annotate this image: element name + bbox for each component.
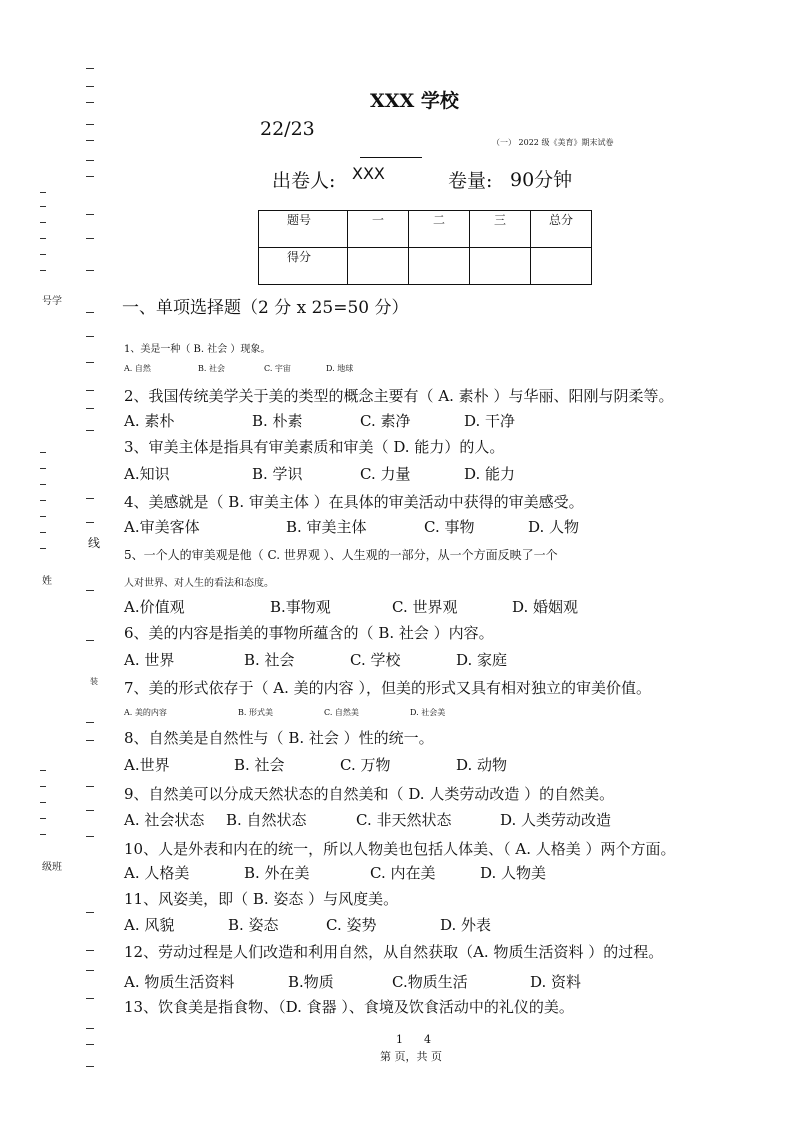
question-1: 1、美是一种（ B. 社会 ）现象。 [124,344,271,355]
option-c: C. 力量 [360,465,411,483]
score-cell[interactable] [470,248,531,285]
option-d: D. 动物 [456,756,508,774]
duration-label: 卷量: [448,170,493,192]
option-d: D. 干净 [464,412,516,430]
option-d: D. 人物 [528,518,580,536]
score-header-cell: 一 [348,211,409,248]
option-b: B. 社会 [234,756,285,774]
score-table-row [259,248,592,285]
question-13: 13、饮食美是指食物、（D. 食器 ）、食境及饮食活动中的礼仪的美。 [124,998,574,1016]
author-label: 出卷人: [272,170,336,192]
option-a: A. 人格美 [124,864,190,882]
option-a: A. 物质生活资料 [124,973,235,991]
option-c: C. 姿势 [326,916,377,934]
option-b: B. 审美主体 [286,518,367,536]
option-b: B.事物观 [270,598,331,616]
option-c: C. 非天然状态 [356,811,452,829]
option-d: D. 人物美 [480,864,547,882]
question-6: 6、美的内容是指美的事物所蕴含的（ B. 社会 ）内容。 [124,624,494,642]
duration-value: 90分钟 [510,169,573,191]
option-b: B. 形式美 [238,708,273,717]
section-title: 一、单项选择题（2 分 x 25=50 分） [122,298,409,318]
option-a: A.世界 [124,756,170,774]
option-c: C. 素净 [360,412,411,430]
option-d: D. 家庭 [456,651,508,669]
question-5-continued: 人对世界、对人生的看法和态度。 [124,578,274,589]
exam-subtitle: （一） 2022 级《美育》期末试卷 [492,138,614,147]
question-11: 11、风姿美，即（ B. 姿态 ）与风度美。 [124,890,399,908]
question-7: 7、美的形式依存于（ A. 美的内容 ），但美的形式又具有相对独立的审美价值。 [124,679,651,697]
option-a: A.审美客体 [124,518,200,536]
score-table [258,210,592,285]
option-a: A. 社会状态 [124,811,205,829]
blank-underline [360,157,422,158]
score-cell[interactable] [348,248,409,285]
page-footer: 第 页，共 页 [380,1050,442,1063]
option-b: B. 学识 [252,465,303,483]
option-c: C. 世界观 [392,598,458,616]
option-d: D. 地球 [326,364,354,373]
school-year: 22/23 [260,118,315,140]
option-b: B. 社会 [244,651,295,669]
option-a: A. 自然 [124,364,151,373]
option-a: A. 美的内容 [124,708,167,717]
score-header-cell: 二 [409,211,470,248]
option-d: D. 人类劳动改造 [500,811,612,829]
question-2: 2、我国传统美学关于美的类型的概念主要有（ A. 素朴 ）与华丽、阳刚与阴柔等。 [124,387,674,405]
score-cell[interactable] [531,248,592,285]
option-d: D. 能力 [464,465,516,483]
question-10: 10、人是外表和内在的统一，所以人物美也包括人体美、（ A. 人格美 ）两个方面。 [124,840,676,858]
question-8: 8、自然美是自然性与（ B. 社会 ）性的统一。 [124,729,434,747]
school-title: XXX 学校 [370,90,459,112]
side-label-line: 线 [88,536,101,550]
option-b: B. 自然状态 [226,811,307,829]
option-d: D. 资料 [530,973,582,991]
option-c: C. 事物 [424,518,475,536]
option-c: C. 内在美 [370,864,436,882]
option-b: B. 社会 [198,364,225,373]
author-value: XXX [352,164,385,183]
score-header-cell: 总分 [531,211,592,248]
page-numbers: 1 4 [396,1033,431,1046]
side-label-bind: 装 [90,677,98,686]
question-9: 9、自然美可以分成天然状态的自然美和（ D. 人类劳动改造 ）的自然美。 [124,785,615,803]
question-12: 12、劳动过程是人们改造和利用自然，从自然获取（A. 物质生活资料 ）的过程。 [124,943,664,961]
option-c: C. 学校 [350,651,401,669]
option-a: A.知识 [124,465,170,483]
option-b: B. 外在美 [244,864,310,882]
score-row-label: 得分 [259,248,348,285]
option-b: B. 姿态 [228,916,279,934]
option-a: A. 风貌 [124,916,175,934]
option-a: A. 世界 [124,651,175,669]
option-c: C. 万物 [340,756,391,774]
option-c: C. 自然美 [324,708,359,717]
score-header-cell: 三 [470,211,531,248]
score-cell[interactable] [409,248,470,285]
question-5: 5、一个人的审美观是他（ C. 世界观 ）、人生观的一部分，从一个方面反映了一个 [124,548,558,562]
question-4: 4、美感就是（ B. 审美主体 ）在具体的审美活动中获得的审美感受。 [124,493,584,511]
option-b: B.物质 [288,973,334,991]
option-d: D. 婚姻观 [512,598,579,616]
question-3: 3、审美主体是指具有审美素质和审美（ D. 能力）的人。 [124,438,505,456]
option-c: C. 宇宙 [264,364,291,373]
option-a: A.价值观 [124,598,185,616]
score-table-header-row [259,211,592,248]
option-b: B. 朴素 [252,412,303,430]
option-d: D. 社会美 [410,708,446,717]
side-label-class: 级班 [42,862,62,873]
side-label-name: 姓 [42,576,52,587]
option-a: A. 素朴 [124,412,175,430]
option-c: C.物质生活 [392,973,468,991]
score-header-cell: 题号 [259,211,348,248]
side-label-student-no: 号学 [42,296,62,307]
option-d: D. 外表 [440,916,492,934]
